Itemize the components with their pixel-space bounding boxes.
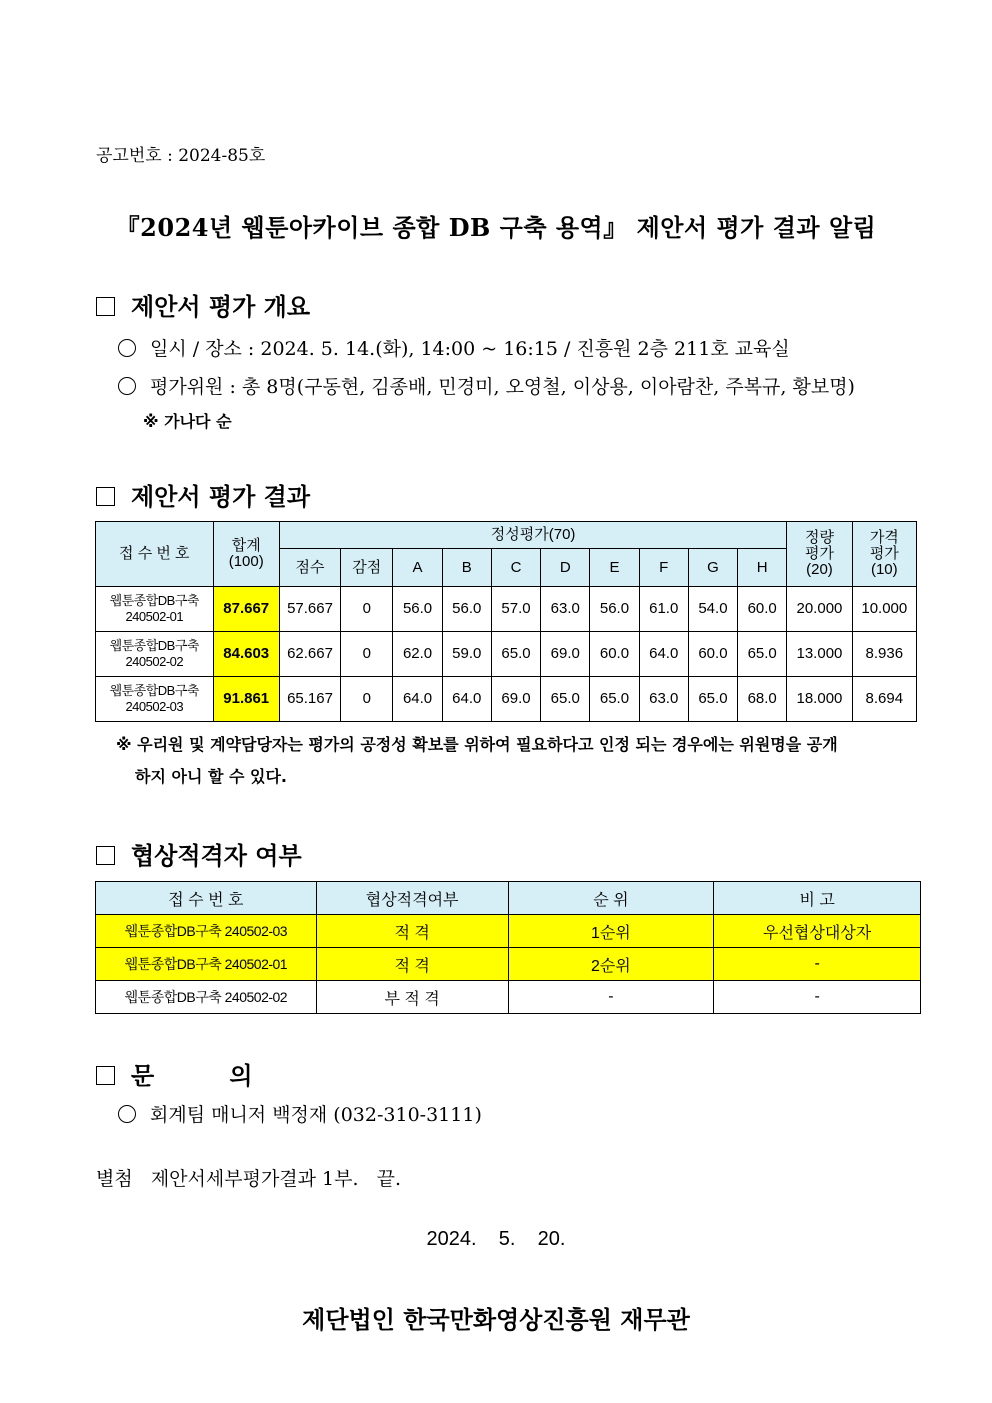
inquiry-contact: 회계팀 매니저 백정재 (032-310-3111) bbox=[118, 1100, 482, 1127]
col-d-cell: 65.0 bbox=[541, 677, 590, 722]
alphabetical-note: ※ 가나다 순 bbox=[143, 412, 232, 431]
header-col-f: F bbox=[639, 549, 688, 587]
header-col-a: A bbox=[393, 549, 442, 587]
table-row bbox=[96, 587, 917, 632]
remark-cell: - bbox=[714, 981, 921, 1014]
checkbox-square-icon bbox=[96, 487, 115, 506]
eligibility-cell: 부 적 격 bbox=[316, 981, 508, 1014]
section-overview-heading: 제안서 평가 개요 bbox=[96, 287, 310, 322]
table-row bbox=[96, 632, 917, 677]
header-receipt-no: 접 수 번 호 bbox=[96, 522, 214, 587]
quantitative-cell: 18.000 bbox=[787, 677, 852, 722]
col-f-cell: 64.0 bbox=[639, 632, 688, 677]
score-cell: 57.667 bbox=[279, 587, 340, 632]
receipt-cell: 웹툰종합DB구축 240502-02 bbox=[96, 632, 214, 677]
overview-item-evaluators: 평가위원 : 총 8명(구동현, 김종배, 민경미, 오영철, 이상용, 이아람찬, 주복규, 황보명) bbox=[118, 372, 855, 399]
col-b-cell: 64.0 bbox=[442, 677, 491, 722]
col-a-cell: 62.0 bbox=[393, 632, 442, 677]
col-f-cell: 63.0 bbox=[639, 677, 688, 722]
section-inquiry-heading: 문 의 bbox=[96, 1056, 253, 1091]
quantitative-cell: 20.000 bbox=[787, 587, 852, 632]
col-c-cell: 57.0 bbox=[491, 587, 540, 632]
col-c-cell: 69.0 bbox=[491, 677, 540, 722]
disclosure-note-line1: ※ 우리원 및 계약담당자는 평가의 공정성 확보를 위하여 필요하다고 인정 되는 경우에는 위원명을 공개 bbox=[116, 735, 838, 754]
section-negotiation-heading: 협상적격자 여부 bbox=[96, 836, 302, 871]
document-date: 2024. 5. 20. bbox=[426, 1228, 566, 1250]
deduction-cell: 0 bbox=[341, 587, 393, 632]
header-score: 점수 bbox=[279, 549, 340, 587]
circle-bullet-icon bbox=[118, 377, 136, 395]
rank-cell: 2순위 bbox=[508, 948, 714, 981]
deduction-cell: 0 bbox=[341, 632, 393, 677]
col-c-cell: 65.0 bbox=[491, 632, 540, 677]
remark-cell: 우선협상대상자 bbox=[714, 915, 921, 948]
header-deduction: 감점 bbox=[341, 549, 393, 587]
col-h-cell: 65.0 bbox=[738, 632, 787, 677]
header-total: 합계 (100) bbox=[213, 522, 279, 587]
header-eligibility: 협상적격여부 bbox=[316, 882, 508, 915]
score-cell: 62.667 bbox=[279, 632, 340, 677]
attachment-line: 별첨 제안서세부평가결과 1부. 끝. bbox=[96, 1168, 402, 1190]
deduction-cell: 0 bbox=[341, 677, 393, 722]
header-col-e: E bbox=[590, 549, 639, 587]
checkbox-square-icon bbox=[96, 297, 115, 316]
price-cell: 8.936 bbox=[852, 632, 916, 677]
table-row bbox=[96, 948, 921, 981]
col-a-cell: 56.0 bbox=[393, 587, 442, 632]
header-rank: 순 위 bbox=[508, 882, 714, 915]
price-cell: 8.694 bbox=[852, 677, 916, 722]
eligibility-cell: 적 격 bbox=[316, 948, 508, 981]
quantitative-cell: 13.000 bbox=[787, 632, 852, 677]
rank-cell: 1순위 bbox=[508, 915, 714, 948]
col-g-cell: 65.0 bbox=[688, 677, 737, 722]
evaluation-results-table bbox=[95, 521, 917, 722]
disclosure-note-line2: 하지 아니 할 수 있다. bbox=[135, 767, 288, 786]
header-remark: 비 고 bbox=[714, 882, 921, 915]
col-d-cell: 63.0 bbox=[541, 587, 590, 632]
header-col-g: G bbox=[688, 549, 737, 587]
header-price: 가격 평가 (10) bbox=[852, 522, 916, 587]
header-col-d: D bbox=[541, 549, 590, 587]
col-f-cell: 61.0 bbox=[639, 587, 688, 632]
notice-number: 공고번호 : 2024-85호 bbox=[96, 146, 266, 166]
col-b-cell: 56.0 bbox=[442, 587, 491, 632]
col-h-cell: 68.0 bbox=[738, 677, 787, 722]
receipt-cell: 웹툰종합DB구축 240502-03 bbox=[96, 677, 214, 722]
header-qualitative: 정성평가(70) bbox=[279, 522, 786, 549]
col-h-cell: 60.0 bbox=[738, 587, 787, 632]
col-e-cell: 65.0 bbox=[590, 677, 639, 722]
price-cell: 10.000 bbox=[852, 587, 916, 632]
circle-bullet-icon bbox=[118, 339, 136, 357]
header-col-c: C bbox=[491, 549, 540, 587]
negotiation-eligibility-table bbox=[95, 881, 921, 1014]
section-results-heading: 제안서 평가 결과 bbox=[96, 477, 310, 512]
table-row bbox=[96, 677, 917, 722]
issuing-organization: 제단법인 한국만화영상진흥원 재무관 bbox=[302, 1305, 690, 1334]
score-cell: 65.167 bbox=[279, 677, 340, 722]
header-receipt-no: 접 수 번 호 bbox=[96, 882, 317, 915]
col-d-cell: 69.0 bbox=[541, 632, 590, 677]
total-cell: 91.861 bbox=[213, 677, 279, 722]
header-col-b: B bbox=[442, 549, 491, 587]
remark-cell: - bbox=[714, 948, 921, 981]
overview-item-datetime: 일시 / 장소 : 2024. 5. 14.(화), 14:00 ~ 16:15 / 진흥원 2층 211호 교육실 bbox=[118, 334, 790, 361]
col-a-cell: 64.0 bbox=[393, 677, 442, 722]
total-cell: 84.603 bbox=[213, 632, 279, 677]
header-col-h: H bbox=[738, 549, 787, 587]
header-quantitative: 정량 평가 (20) bbox=[787, 522, 852, 587]
col-e-cell: 56.0 bbox=[590, 587, 639, 632]
table-row bbox=[96, 981, 921, 1014]
eligibility-cell: 적 격 bbox=[316, 915, 508, 948]
receipt-cell: 웹툰종합DB구축 240502-03 bbox=[96, 915, 317, 948]
receipt-cell: 웹툰종합DB구축 240502-01 bbox=[96, 948, 317, 981]
total-cell: 87.667 bbox=[213, 587, 279, 632]
receipt-cell: 웹툰종합DB구축 240502-02 bbox=[96, 981, 317, 1014]
checkbox-square-icon bbox=[96, 1066, 115, 1085]
checkbox-square-icon bbox=[96, 846, 115, 865]
col-g-cell: 60.0 bbox=[688, 632, 737, 677]
document-title: 『2024년 웹툰아카이브 종합 DB 구축 용역』 제안서 평가 결과 알림 bbox=[115, 213, 877, 242]
table-row bbox=[96, 915, 921, 948]
receipt-cell: 웹툰종합DB구축 240502-01 bbox=[96, 587, 214, 632]
col-b-cell: 59.0 bbox=[442, 632, 491, 677]
col-g-cell: 54.0 bbox=[688, 587, 737, 632]
col-e-cell: 60.0 bbox=[590, 632, 639, 677]
rank-cell: - bbox=[508, 981, 714, 1014]
circle-bullet-icon bbox=[118, 1105, 136, 1123]
